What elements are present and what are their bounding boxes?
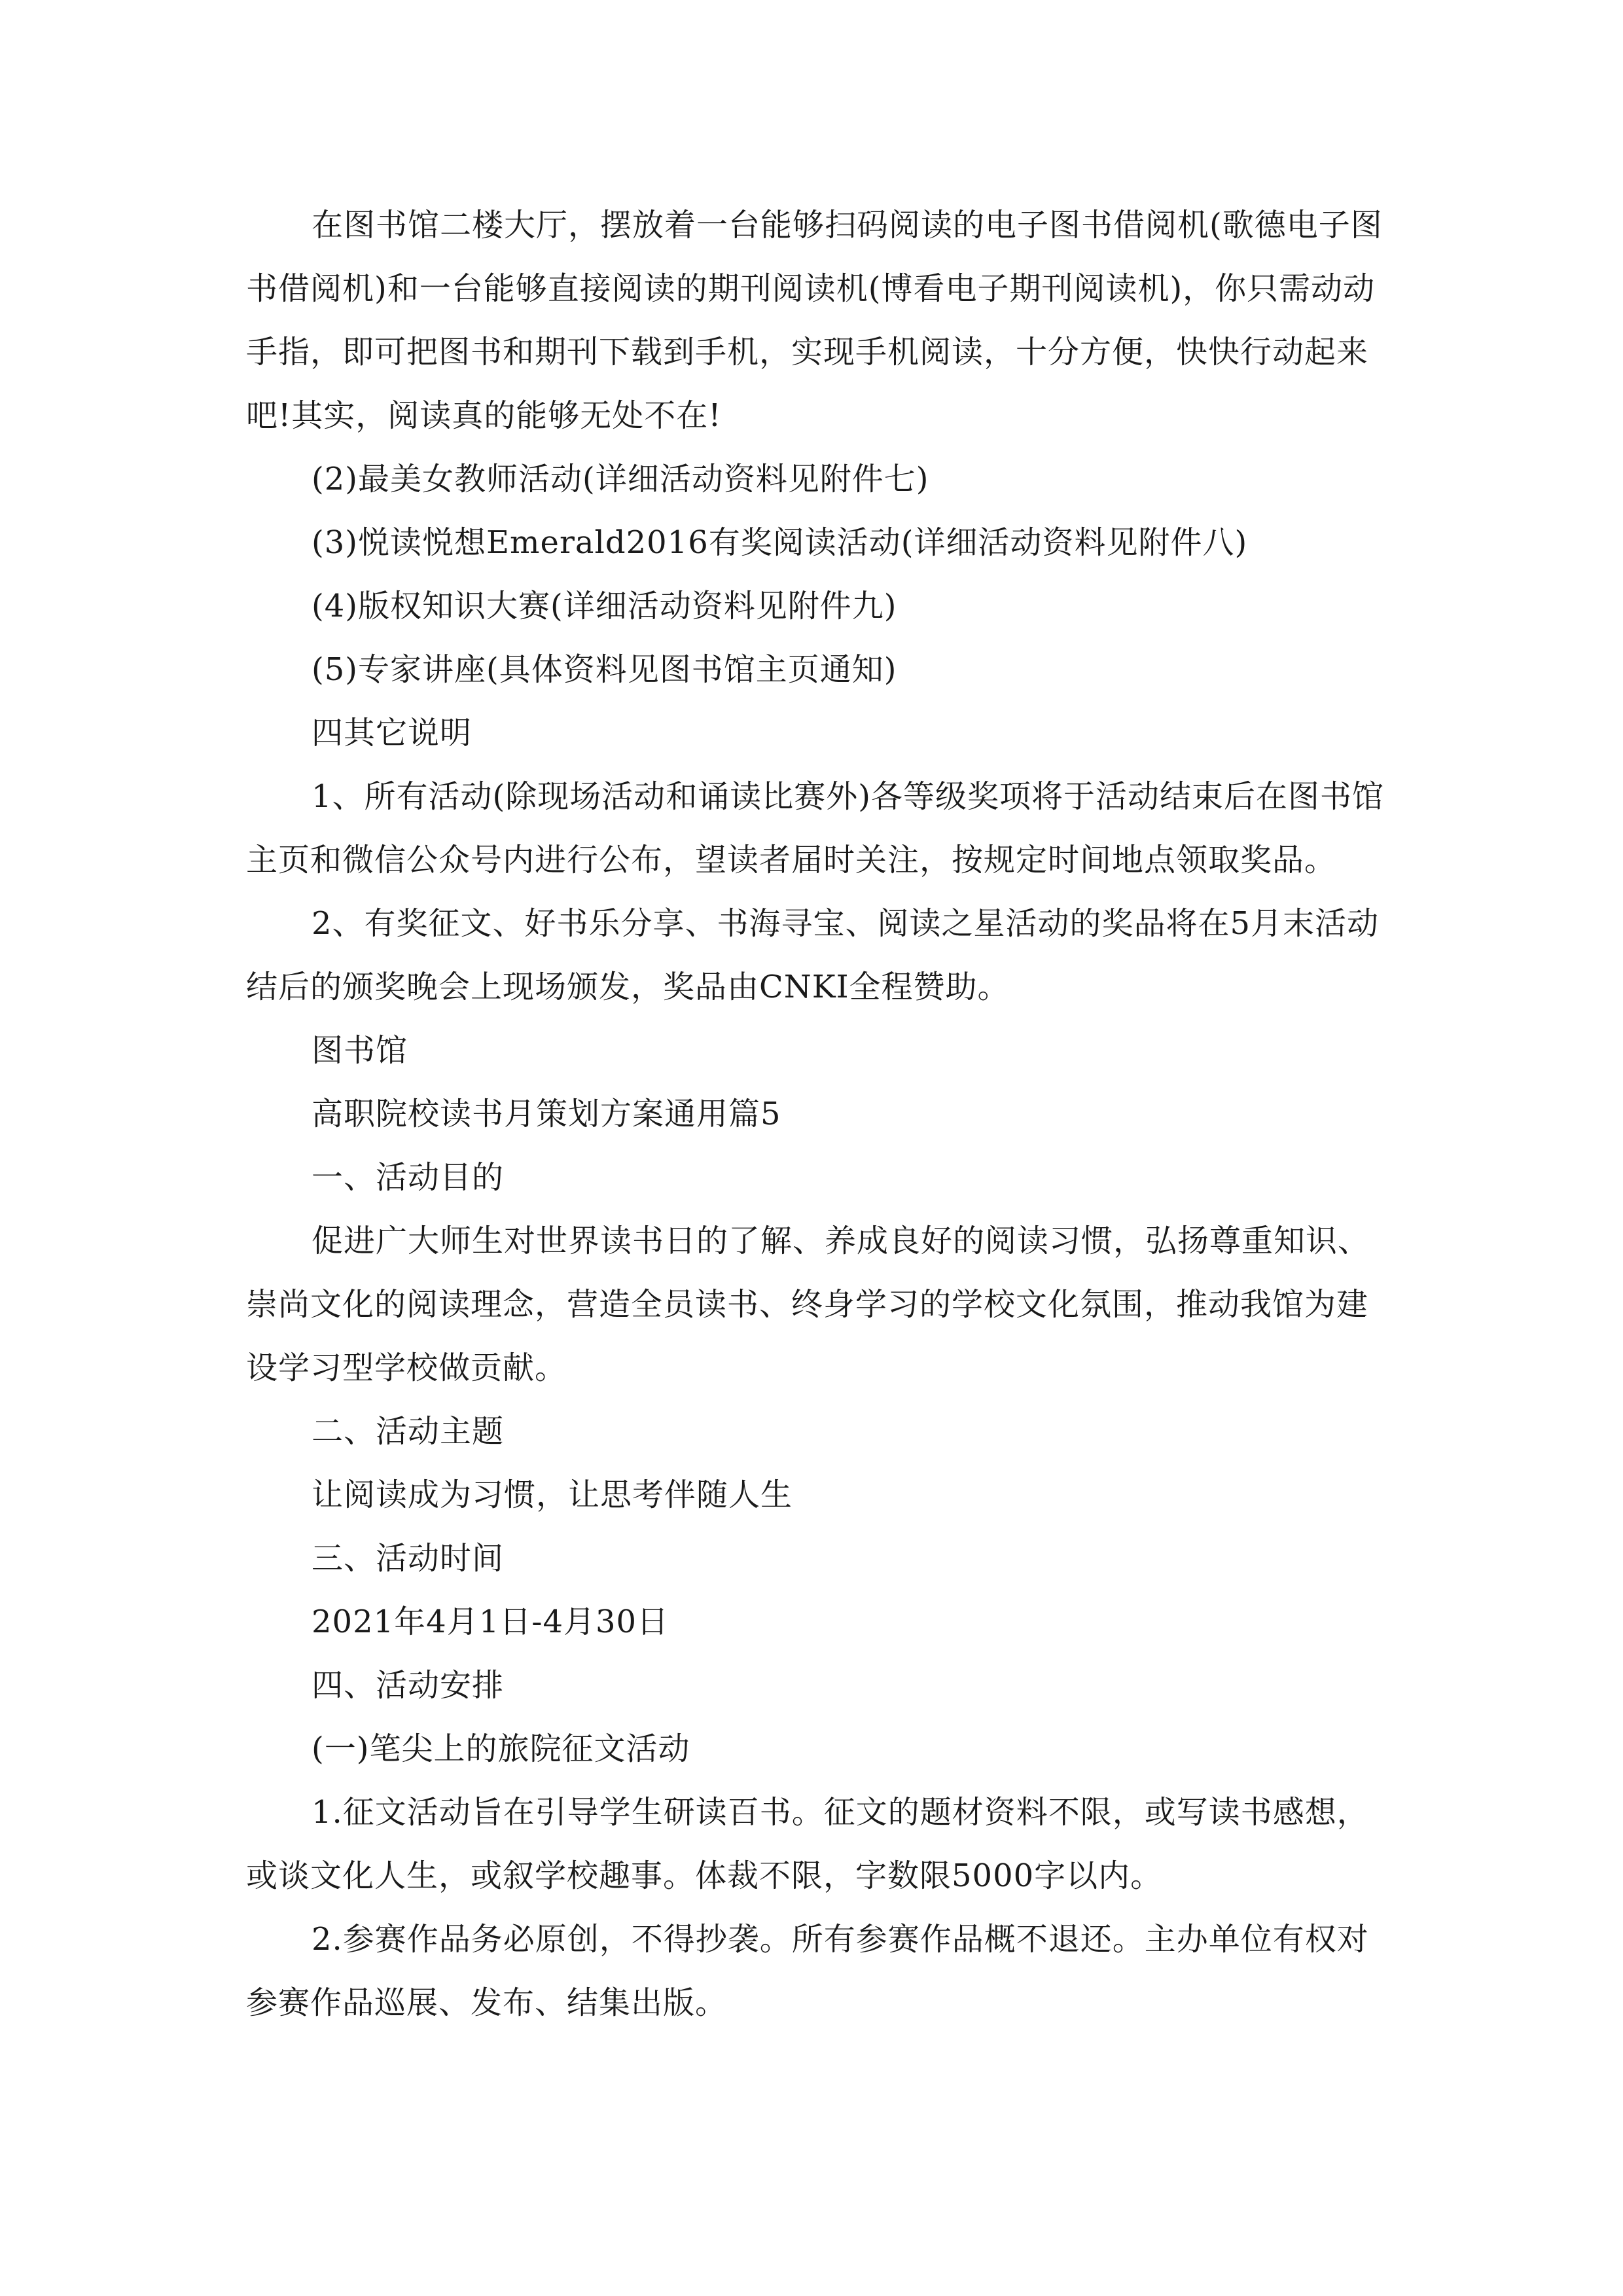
paragraph-item-4: (4)版权知识大赛(详细活动资料见附件九) — [312, 588, 897, 624]
paragraph-theme: 让阅读成为习惯，让思考伴随人生 — [312, 1477, 793, 1513]
section-heading-time: 三、活动时间 — [312, 1540, 505, 1577]
signature-library: 图书馆 — [312, 1032, 408, 1069]
paragraph-time: 2021年4月1日-4月30日 — [312, 1604, 669, 1640]
section-heading-purpose: 一、活动目的 — [312, 1159, 505, 1196]
paragraph-essay-rule-2: 2.参赛作品务必原创，不得抄袭。所有参赛作品概不退还。主办单位有权对参赛作品巡展、发布、结集出版。 — [246, 1921, 1369, 2021]
paragraph-note-2: 2、有奖征文、好书乐分享、书海寻宝、阅读之星活动的奖品将在5月末活动结后的颁奖晚会上现场颁发，奖品由CNKI全程赞助。 — [246, 905, 1380, 1005]
document-body — [246, 194, 1385, 2035]
paragraph-reading-machines: 在图书馆二楼大厅，摆放着一台能够扫码阅读的电子图书借阅机(歌德电子图书借阅机)和一台能够直接阅读的期刊阅读机(博看电子期刊阅读机)，你只需动动手指，即可把图书和期刊下载到手机，实现手机阅读，十分方便，快快行动起来吧!其实，阅读真的能够无处不在! — [246, 207, 1383, 434]
paragraph-note-1: 1、所有活动(除现场活动和诵读比赛外)各等级奖项将于活动结束后在图书馆主页和微信公众号内进行公布，望读者届时关注，按规定时间地点领取奖品。 — [246, 778, 1384, 878]
paragraph-purpose: 促进广大师生对世界读书日的了解、养成良好的阅读习惯，弘扬尊重知识、崇尚文化的阅读理念，营造全员读书、终身学习的学校文化氛围，推动我馆为建设学习型学校做贡献。 — [246, 1223, 1370, 1386]
paragraph-item-2: (2)最美女教师活动(详细活动资料见附件七) — [312, 461, 929, 497]
section-heading-arrangement: 四、活动安排 — [312, 1667, 505, 1704]
paragraph-item-3: (3)悦读悦想Emerald2016有奖阅读活动(详细活动资料见附件八) — [312, 524, 1248, 561]
section-heading-other-notes: 四其它说明 — [312, 715, 473, 751]
section-heading-theme: 二、活动主题 — [312, 1413, 505, 1450]
paragraph-item-5: (5)专家讲座(具体资料见图书馆主页通知) — [312, 651, 897, 688]
document-title: 高职院校读书月策划方案通用篇5 — [312, 1096, 781, 1132]
subheading-essay-contest: (一)笔尖上的旅院征文活动 — [312, 1731, 690, 1767]
paragraph-essay-rule-1: 1.征文活动旨在引导学生研读百书。征文的题材资料不限，或写读书感想，或谈文化人生，或叙学校趣事。体裁不限，字数限5000字以内。 — [246, 1794, 1369, 1894]
